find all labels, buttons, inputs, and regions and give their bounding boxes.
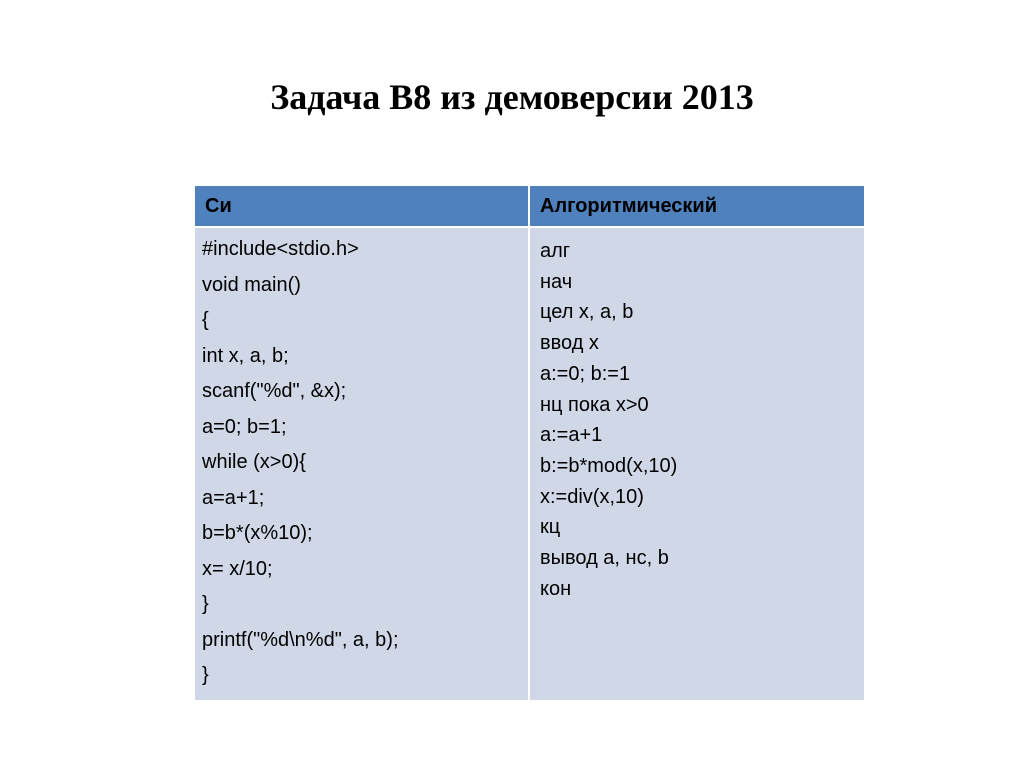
table-body-row: [194, 227, 865, 701]
algorithmic-code-block: [530, 228, 864, 604]
code-line: b:=b*mod(x,10): [540, 454, 678, 477]
code-line: }: [202, 664, 209, 686]
code-line: вывод a, нс, b: [540, 547, 669, 570]
code-line: нач: [540, 270, 573, 293]
header-c: Си: [194, 185, 529, 227]
c-code-block: [195, 228, 528, 694]
code-line: {: [202, 309, 209, 331]
code-line: x= x/10;: [202, 557, 273, 580]
code-line: ввод x: [540, 332, 599, 355]
code-line: #include<stdio.h>: [202, 238, 359, 260]
header-algorithmic: Алгоритмический: [529, 185, 865, 227]
code-line: b=b*(x%10);: [202, 522, 313, 544]
code-line: x:=div(x,10): [540, 485, 644, 508]
code-line: a=a+1;: [202, 486, 265, 509]
code-line: a:=0; b:=1: [540, 362, 631, 385]
algorithmic-code-cell: [529, 227, 865, 701]
code-line: алг: [540, 240, 571, 262]
code-line: a:=a+1: [540, 424, 603, 447]
code-line: printf("%d\n%d", a, b);: [202, 628, 399, 651]
code-comparison-table-wrapper: [192, 183, 863, 703]
code-line: цел x, a, b: [540, 301, 634, 324]
code-line: while (x>0){: [202, 451, 306, 473]
code-comparison-table: [193, 184, 866, 702]
c-code-cell: [194, 227, 529, 701]
table-header-row: [194, 185, 865, 227]
code-line: int x, a, b;: [202, 344, 289, 367]
code-line: кон: [540, 577, 572, 600]
code-line: нц пока x>0: [540, 393, 649, 416]
slide-title: Задача В8 из демоверсии 2013: [270, 77, 754, 117]
code-line: a=0; b=1;: [202, 415, 287, 438]
code-line: кц: [540, 516, 561, 539]
code-line: scanf("%d", &x);: [202, 380, 347, 402]
code-line: void main(): [202, 273, 301, 296]
code-line: }: [202, 593, 209, 615]
